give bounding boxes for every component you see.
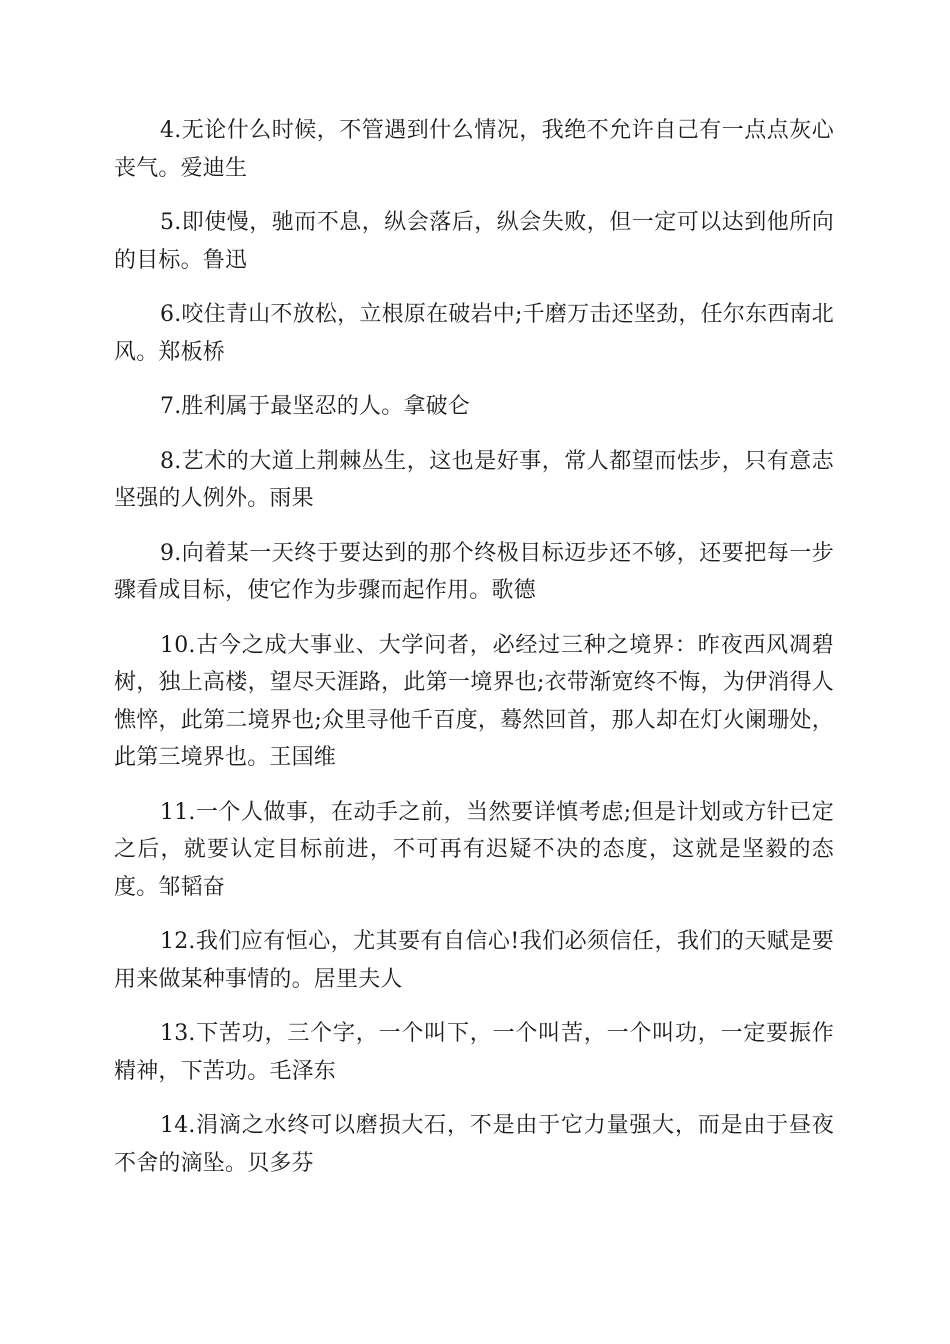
quote-paragraph: 13.下苦功，三个字，一个叫下，一个叫苦，一个叫功，一定要振作精神，下苦功。毛泽东 [114,1021,834,1084]
quote-paragraph: 11.一个人做事，在动手之前，当然要详慎考虑;但是计划或方针已定之后，就要认定目标前进，不可再有迟疑不决的态度，这就是坚毅的态度。邹韬奋 [114,799,834,900]
quote-paragraph: 10.古今之成大事业、大学问者，必经过三种之境界：昨夜西风凋碧树，独上高楼，望尽天涯路，此第一境界也;衣带渐宽终不悔，为伊消得人憔悴，此第二境界也;众里寻他千百度，蓦然回首，那人却在灯火阑珊处，此第三境界也。王国维 [114,632,834,770]
quote-paragraph: 7.胜利属于最坚忍的人。拿破仑 [160,394,470,419]
document-page [114,112,834,1199]
quote-paragraph: 12.我们应有恒心，尤其要有自信心!我们必须信任，我们的天赋是要用来做某种事情的。居里夫人 [114,929,834,992]
quote-paragraph: 4.无论什么时候，不管遇到什么情况，我绝不允许自己有一点点灰心丧气。爱迪生 [114,118,834,181]
quote-paragraph: 8.艺术的大道上荆棘丛生，这也是好事，常人都望而怯步，只有意志坚强的人例外。雨果 [114,448,834,511]
quote-paragraph: 6.咬住青山不放松，立根原在破岩中;千磨万击还坚劲，任尔东西南北风。郑板桥 [114,302,834,365]
quote-paragraph: 14.涓滴之水终可以磨损大石，不是由于它力量强大，而是由于昼夜不舍的滴坠。贝多芬 [114,1113,834,1176]
quote-paragraph: 5.即使慢，驰而不息，纵会落后，纵会失败，但一定可以达到他所向的目标。鲁迅 [114,210,834,273]
quote-paragraph: 9.向着某一天终于要达到的那个终极目标迈步还不够，还要把每一步骤看成目标，使它作为步骤而起作用。歌德 [114,540,834,603]
